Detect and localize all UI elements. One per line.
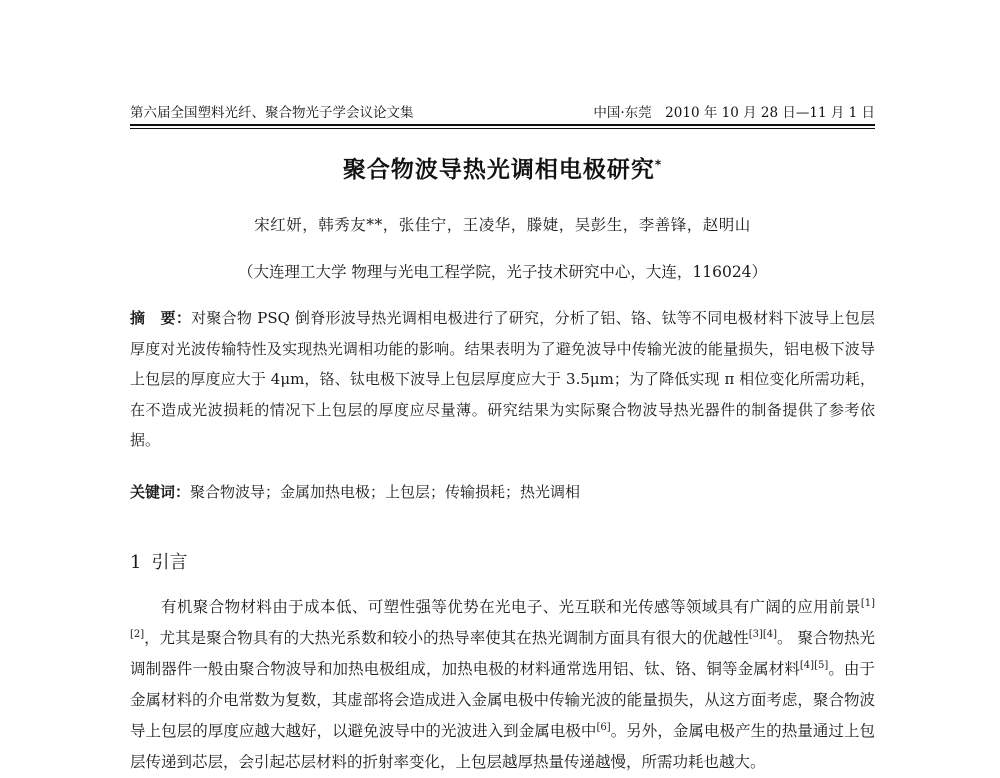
paper-title-text: 聚合物波导热光调相电极研究	[342, 157, 655, 183]
body-text-3: 。 聚合物热光调制器件一般由聚合物波导和加热电极组成，加热电极的材料通常选用铝、钛、铬、铜等金属材料	[130, 629, 875, 678]
abstract-label: 摘 要：	[130, 309, 192, 327]
body-text-4: 。由于金属材料的介电常数为复数，其虚部将会造成进入金属电极中传输光波的能量损失，从这方面考虑，聚合物波导上包层的厚度应越大越好，以避免波导中的光波进入到金属电极中	[130, 660, 875, 740]
section-title: 引言	[151, 552, 188, 573]
keywords-label: 关键词：	[130, 483, 191, 501]
body-text-5: 。另外，金属电极产生的热量通过上包层传递到芯层，会引起芯层材料的折射率变化，上包层越厚热量传递越慢，所需功耗也越大。	[130, 722, 875, 771]
section-heading	[130, 548, 187, 574]
affiliation: （大连理工大学 物理与光电工程学院，光子技术研究中心，大连，116024）	[237, 263, 768, 281]
citation-1: [1][2]	[130, 597, 875, 640]
header-rule-thick	[130, 124, 875, 126]
keywords-text: 聚合物波导；金属加热电极；上包层；传输损耗；热光调相	[190, 483, 581, 501]
abstract	[130, 303, 875, 456]
running-header	[130, 101, 875, 123]
abstract-text: 对聚合物 PSQ 倒脊形波导热光调相电极进行了研究，分析了铝、铬、钛等不同电极材料下波导上包层厚度对光波传输特性及实现热光调相功能的影响。结果表明为了避免波导中传输光波的能量损失，铝电极下波导上包层的厚度应大于 4μm，铬、钛电极下波导上包层厚度应大于 3.5μm；为了降低实现 π 相位变化所需功耗，在不造成光波损耗的情况下上包层的厚度应尽量薄。研究结果为实际聚合物波导热光器件的制备提供了参考依据。	[130, 309, 875, 449]
citation-2: [3][4]	[748, 628, 778, 640]
author-list: 宋红妍，韩秀友**，张佳宁，王凌华，滕婕，吴彭生，李善锋，赵明山	[254, 216, 751, 234]
section-number: 1	[130, 552, 142, 573]
header-conference: 第六届全国塑料光纤、聚合物光子学会议论文集	[130, 105, 414, 121]
header-rule-thin	[130, 128, 875, 129]
body-paragraph	[130, 592, 875, 778]
paper-title	[130, 151, 875, 184]
citation-3: [4][5]	[799, 659, 829, 671]
body-text-1: 有机聚合物材料由于成本低、可塑性强等优势在光电子、光互联和光传感等领域具有广阔的应用前景	[161, 598, 861, 616]
keywords	[130, 477, 875, 507]
body-text-2: ，尤其是聚合物具有的大热光系数和较小的热导率使其在热光调制方面具有很大的优越性	[144, 629, 749, 647]
header-location-date: 中国·东莞 2010 年 10 月 28 日—11 月 1 日	[593, 105, 875, 121]
title-footnote-mark: *	[654, 157, 663, 172]
citation-4: [6]	[596, 721, 611, 733]
